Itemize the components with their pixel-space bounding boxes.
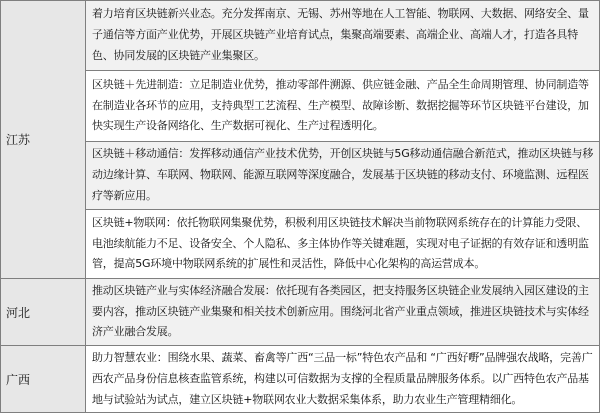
policy-cell: 区块链＋移动通信：发挥移动通信产业技术优势，开创区块链与5G移动通信融合新范式，推动区块链与移动边缘计算、车联网、物联网、能源互联网等深度融合，发展基于区块链的移动支付、环境监测、远程医疗等新应用。 [86, 142, 600, 210]
policy-cell: 区块链+物联网：依托物联网集聚优势，积极利用区块链技术解决当前物联网系统存在的计算能力受限、电池续航能力不足、设备安全、个人隐私、多主体协作等关键难题，实现对电子证据的有效存证和透明监管，提高5G环境中物联网系统的扩展性和灵活性，降低中心化架构的高运营成本。 [86, 210, 600, 279]
table-row [1, 210, 600, 279]
table-row [1, 1, 600, 71]
policy-cell: 推动区块链产业与实体经济融合发展：依托现有各类园区，把支持服务区块链企业发展纳入园区建设的主要内容，推动区块链产业集聚和相关技术创新应用。围绕河北省产业重点领域，推进区块链技术与实体经济产业融合发展。 [86, 279, 600, 346]
policy-cell: 着力培育区块链新兴业态。充分发挥南京、无锡、苏州等地在人工智能、物联网、大数据、网络安全、量子通信等方面产业优势，开展区块链产业培育试点，集聚高端要素、高端企业、高端人才，打造各具特色、协同发展的区块链产业集聚区。 [86, 1, 600, 71]
policy-cell: 助力智慧农业：围绕水果、蔬菜、畜禽等广西“三品一标”特色农产品和 “广西好嘢”品牌强农战略，完善广西农产品身份信息核查监管系统，构建以可信数据为支撑的全程质量品牌服务体系。以广西特色农产品基地与试验站为试点，建立区块链+物联网农业大数据采集体系，助力农业生产管理精细化。 [86, 346, 600, 413]
region-cell-guangxi: 广西 [1, 346, 86, 413]
policy-cell: 区块链＋先进制造：立足制造业优势，推动零部件溯源、供应链金融、产品全生命周期管理、协同制造等在制造业各环节的应用，支持典型工艺流程、生产模型、故障诊断、数据挖掘等环节区块链平台建设，加快实现生产设备网络化、生产数据可视化、生产过程透明化。 [86, 71, 600, 142]
region-cell-hebei: 河北 [1, 279, 86, 346]
table-row [1, 346, 600, 413]
table-row [1, 71, 600, 142]
table-row [1, 279, 600, 346]
table-row [1, 142, 600, 210]
region-cell-jiangsu: 江苏 [1, 1, 86, 279]
